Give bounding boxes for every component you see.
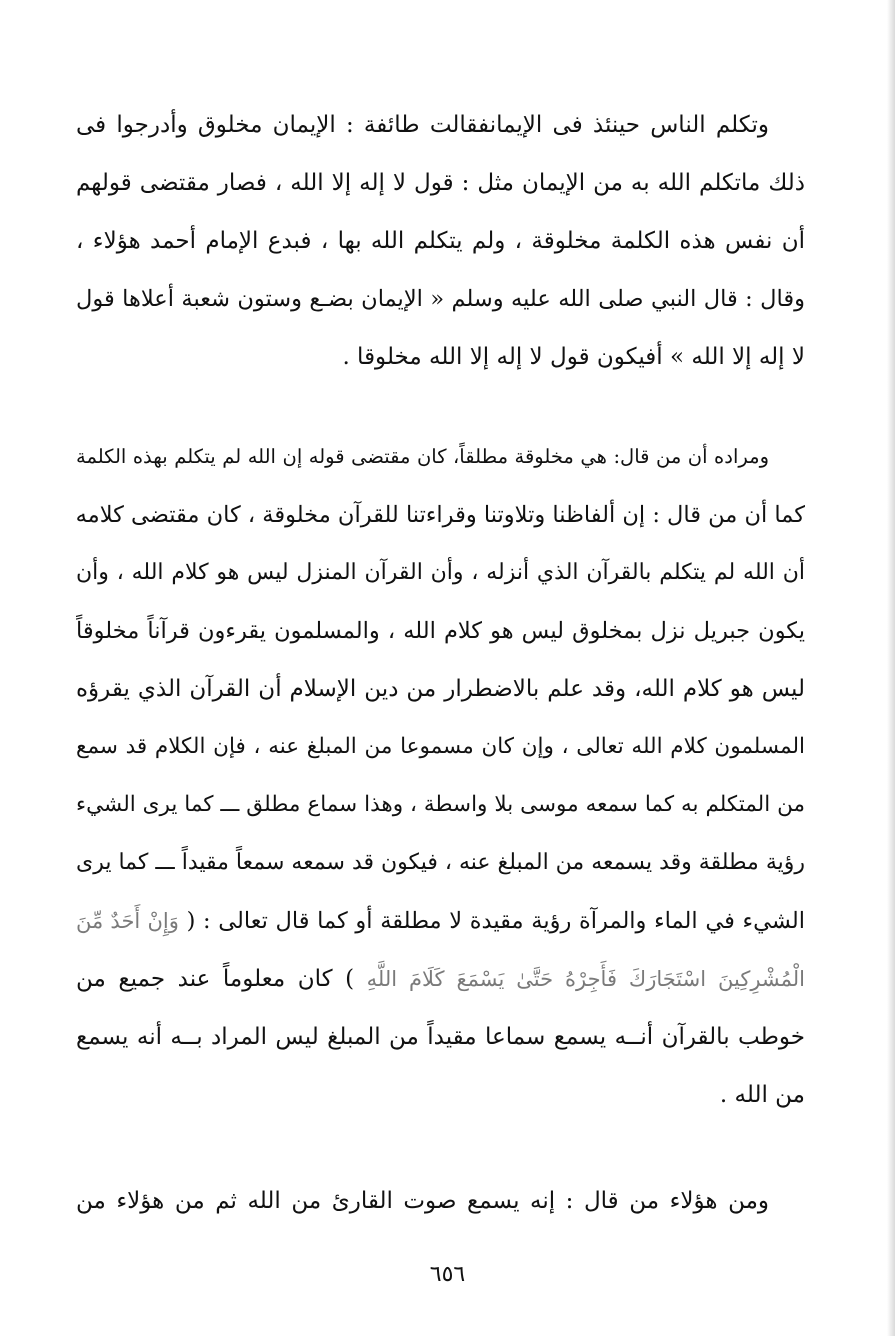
page-edge-shadow xyxy=(887,0,895,1336)
text-line: ليس هو كلام الله، وقد علم بالاضطرار من دين الإسلام أن القرآن الذي يقرؤه xyxy=(76,676,805,702)
text-line: ومن هؤلاء من قال : إنه يسمع صوت القارئ من الله ثم من هؤلاء من xyxy=(76,1188,769,1214)
text-line-with-quran xyxy=(76,892,805,950)
paragraph-3 xyxy=(76,1172,805,1230)
quran-verse-end: الْمُشْرِكِينَ اسْتَجَارَكَ فَأَجِرْهُ حَتَّىٰ يَسْمَعَ كَلَامَ اللَّهِ xyxy=(366,967,805,991)
text-line: من المتكلم به كما سمعه موسى بلا واسطة ، وهذا سماع مطلق ـــ كما يرى الشيء xyxy=(76,792,805,817)
text-line: وتكلم الناس حينئذ فى الإيمانفقالت طائفة : الإيمان مخلوق وأدرجوا فى xyxy=(76,112,769,138)
text-line: المسلمون كلام الله تعالى ، وإن كان مسموعا من المبلغ عنه ، فإن الكلام قد سمع xyxy=(76,734,805,759)
text-line: يكون جبريل نزل بمخلوق ليس هو كلام الله ، والمسلمون يقرءون قرآناً مخلوقاً xyxy=(76,618,805,644)
page-number: ٦٥٦ xyxy=(429,1262,466,1287)
text-line: أن نفس هذه الكلمة مخلوقة ، ولم يتكلم الله بها ، فبدع الإمام أحمد هؤلاء ، xyxy=(76,228,805,254)
text-line-with-quran xyxy=(76,950,805,1008)
text-segment: الشيء في الماء والمرآة رؤية مقيدة لا مطلقة أو كما قال تعالى : ( xyxy=(186,908,805,934)
text-line: وقال : قال النبي صلى الله عليه وسلم « الإيمان بضـع وستون شعبة أعلاها قول xyxy=(76,286,805,312)
text-line: ومراده أن من قال: هي مخلوقة مطلقاً، كان مقتضى قوله إن الله لم يتكلم بهذه الكلمة xyxy=(76,445,769,468)
text-line: كما أن من قال : إن ألفاظنا وتلاوتنا وقراءتنا للقرآن مخلوقة ، كان مقتضى كلامه xyxy=(76,502,805,528)
text-segment: ) كان معلوماً عند جميع من xyxy=(76,966,355,992)
text-line: أن الله لم يتكلم بالقرآن الذي أنزله ، وأن القرآن المنزل ليس هو كلام الله ، وأن xyxy=(76,560,805,585)
paragraph-1 xyxy=(76,96,805,386)
text-line: لا إله إلا الله » أفيكون قول لا إله إلا الله مخلوقا . xyxy=(342,344,805,370)
text-line: رؤية مطلقة وقد يسمعه من المبلغ عنه ، فيكون قد سمعه سمعاً مقيداً ـــ كما يرى xyxy=(76,850,805,875)
quran-verse-start: وَإِنْ أَحَدٌ مِّنَ xyxy=(76,909,179,933)
paragraph-2 xyxy=(76,428,805,1124)
text-line: خوطب بالقرآن أنــه يسمع سماعا مقيداً من المبلغ ليس المراد بــه أنه يسمع xyxy=(76,1024,805,1050)
text-line: من الله . xyxy=(719,1082,805,1108)
text-line: ذلك ماتكلم الله به من الإيمان مثل : قول لا إله إلا الله ، فصار مقتضى قولهم xyxy=(76,170,805,196)
